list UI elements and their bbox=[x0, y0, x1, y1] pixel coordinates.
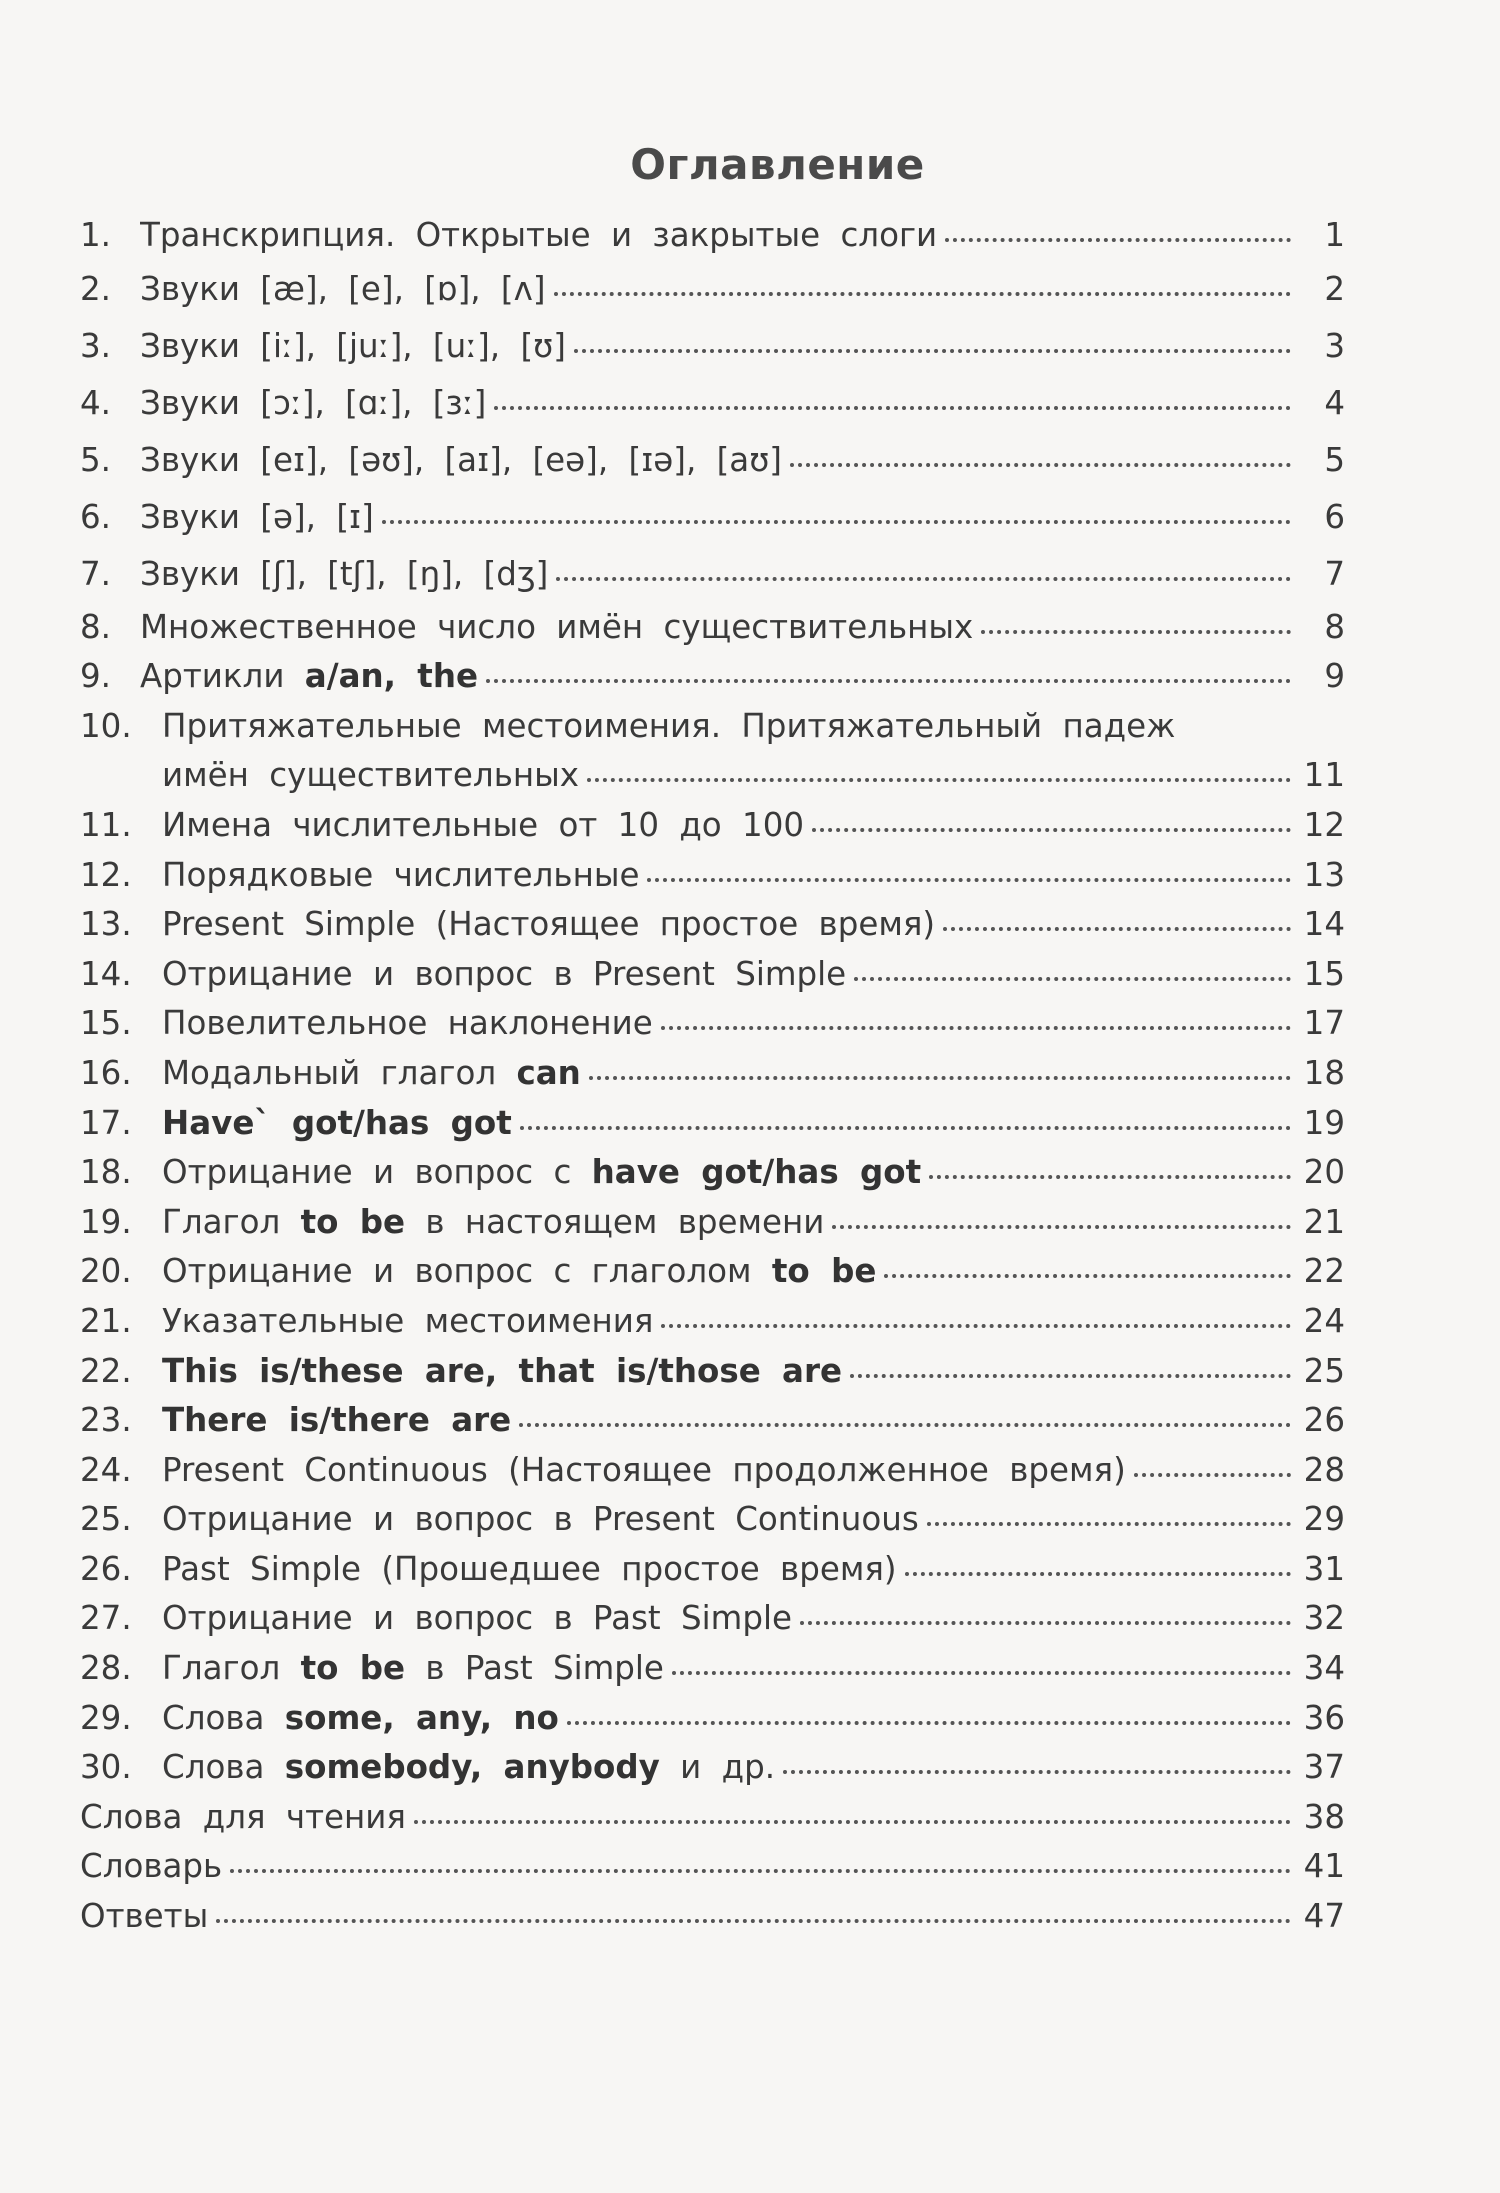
toc-entry[interactable] bbox=[80, 1297, 1345, 1347]
toc-entry-title-text: Present Simple (Настоящее простое время) bbox=[162, 905, 936, 944]
toc-entry-number: 9. bbox=[80, 657, 112, 696]
toc-entry-page: 47 bbox=[1303, 1897, 1345, 1936]
toc-entry-title-text: Звуки [æ], [e], [ɒ], [ʌ] bbox=[140, 269, 546, 308]
toc-entry-page: 9 bbox=[1324, 657, 1345, 696]
toc-entry-page: 1 bbox=[1324, 216, 1345, 254]
toc-entry-number: 27. bbox=[80, 1599, 132, 1638]
toc-entry-title-text: Отрицание и вопрос в Present Continuous bbox=[162, 1500, 919, 1539]
dot-leader bbox=[589, 1076, 1291, 1080]
dot-leader bbox=[486, 679, 1291, 683]
toc-entry-number: 28. bbox=[80, 1649, 132, 1688]
toc-entry[interactable] bbox=[80, 1247, 1345, 1297]
page-title: Оглавление bbox=[630, 140, 925, 189]
toc-entry-page: 36 bbox=[1303, 1698, 1345, 1737]
toc-entry-page: 37 bbox=[1303, 1748, 1345, 1787]
toc-entry-title-bold: This is/these are, that is/those are bbox=[162, 1351, 843, 1390]
toc-entry-number: 16. bbox=[80, 1053, 132, 1092]
dot-leader bbox=[494, 406, 1291, 410]
toc-entry-page: 17 bbox=[1303, 1004, 1345, 1043]
toc-entry-number: 29. bbox=[80, 1698, 132, 1737]
toc-entry-title-text: Ответы bbox=[80, 1897, 209, 1936]
toc-entry-title bbox=[162, 1297, 653, 1347]
dot-leader bbox=[587, 778, 1291, 782]
toc-entry-title bbox=[162, 1446, 1126, 1496]
toc-entry-title bbox=[162, 1396, 511, 1446]
toc-entry-title-text: Повелительное наклонение bbox=[162, 1004, 653, 1043]
toc-entry-title bbox=[140, 318, 566, 375]
toc-entry-title-bold: have got/has got bbox=[591, 1153, 922, 1192]
dot-leader bbox=[230, 1869, 1291, 1873]
toc-entry-page: 15 bbox=[1303, 954, 1345, 993]
toc-entry[interactable] bbox=[80, 1793, 1345, 1843]
toc-entry-number: 2. bbox=[80, 269, 112, 308]
toc-entry-title bbox=[140, 432, 782, 489]
toc-entry-title bbox=[162, 1495, 919, 1545]
toc-list bbox=[80, 211, 1345, 1942]
toc-entry-title bbox=[140, 375, 486, 432]
toc-entry-page: 24 bbox=[1303, 1301, 1345, 1340]
toc-entry-title-text: Слова bbox=[162, 1698, 285, 1737]
dot-leader bbox=[647, 878, 1291, 882]
toc-entry-title-text: Past Simple (Прошедшее простое время) bbox=[162, 1549, 897, 1588]
toc-entry-title bbox=[80, 1892, 208, 1942]
toc-entry-number: 4. bbox=[80, 383, 112, 422]
toc-entry-page: 32 bbox=[1303, 1599, 1345, 1638]
toc-page bbox=[80, 140, 1345, 1942]
dot-leader bbox=[1134, 1473, 1291, 1477]
toc-entry-title-text: Слова bbox=[162, 1748, 285, 1787]
toc-entry[interactable] bbox=[80, 1347, 1345, 1397]
toc-entry-page: 25 bbox=[1303, 1351, 1345, 1390]
toc-entry-page: 28 bbox=[1303, 1450, 1345, 1489]
toc-entry[interactable] bbox=[80, 702, 1345, 801]
toc-entry-number: 19. bbox=[80, 1202, 132, 1241]
toc-entry[interactable] bbox=[80, 1842, 1345, 1892]
toc-entry-number: 1. bbox=[80, 216, 112, 254]
toc-entry-number: 24. bbox=[80, 1450, 132, 1489]
dot-leader bbox=[943, 927, 1291, 931]
toc-entry-number: 15. bbox=[80, 1004, 132, 1043]
toc-entry-number: 10. bbox=[80, 706, 132, 745]
toc-entry-page: 29 bbox=[1303, 1500, 1345, 1539]
toc-entry-title-text: Звуки [ʃ], [tʃ], [ŋ], [dʒ] bbox=[140, 554, 549, 593]
toc-entry-title bbox=[162, 1198, 824, 1248]
toc-entry-page: 34 bbox=[1303, 1649, 1345, 1688]
toc-entry-title-text: Отрицание и вопрос в Present Simple bbox=[162, 954, 847, 993]
toc-entry-title-text: Транскрипция. Открытые и закрытые слоги bbox=[140, 216, 938, 254]
toc-entry[interactable] bbox=[80, 432, 1345, 489]
toc-entry-title-text: Притяжательные местоимения. Притяжательный падеж bbox=[162, 706, 1176, 745]
toc-entry-title-bold: to be bbox=[300, 1202, 406, 1241]
toc-entry-title bbox=[140, 211, 937, 261]
toc-entry-title bbox=[162, 900, 935, 950]
toc-entry-page: 26 bbox=[1303, 1401, 1345, 1440]
toc-entry-page: 3 bbox=[1324, 326, 1345, 365]
toc-entry[interactable] bbox=[80, 1545, 1345, 1595]
toc-entry-number: 12. bbox=[80, 855, 132, 894]
toc-entry-title-bold: Have` got/has got bbox=[162, 1103, 512, 1142]
toc-entry-page: 31 bbox=[1303, 1549, 1345, 1588]
dot-leader bbox=[800, 1621, 1291, 1625]
dot-leader bbox=[661, 1324, 1291, 1328]
toc-entry-title-text: Словарь bbox=[80, 1847, 223, 1886]
toc-entry-title-bold: to be bbox=[771, 1252, 877, 1291]
toc-entry-page: 11 bbox=[1303, 756, 1345, 795]
toc-entry[interactable] bbox=[80, 375, 1345, 432]
dot-leader bbox=[567, 1721, 1291, 1725]
toc-entry-page: 21 bbox=[1303, 1202, 1345, 1241]
toc-entry-title bbox=[162, 999, 653, 1049]
toc-entry-page: 4 bbox=[1324, 383, 1345, 422]
toc-entry-number: 23. bbox=[80, 1401, 132, 1440]
toc-entry-title-text: Отрицание и вопрос с bbox=[162, 1153, 592, 1192]
toc-entry-title-text: Звуки [iː], [juː], [uː], [ʊ] bbox=[140, 326, 566, 365]
toc-entry-title-text: Порядковые числительные bbox=[162, 855, 640, 894]
toc-entry-number: 25. bbox=[80, 1500, 132, 1539]
toc-entry-title-bold: to be bbox=[300, 1649, 406, 1688]
toc-entry-title-bold: There is/there are bbox=[162, 1401, 512, 1440]
toc-entry[interactable] bbox=[80, 1694, 1345, 1744]
toc-entry-title-text: Звуки [ə], [ɪ] bbox=[140, 497, 374, 536]
toc-entry-title-text: Present Continuous (Настоящее продолженное время) bbox=[162, 1450, 1126, 1489]
toc-entry-page: 19 bbox=[1303, 1103, 1345, 1142]
toc-entry-title bbox=[162, 1148, 921, 1198]
toc-entry-title bbox=[162, 1743, 775, 1793]
toc-entry-title bbox=[140, 489, 374, 546]
toc-entry-title bbox=[162, 1049, 581, 1099]
toc-entry[interactable] bbox=[80, 1049, 1345, 1099]
toc-entry-title bbox=[162, 1347, 842, 1397]
toc-entry-title-text: и др. bbox=[659, 1748, 776, 1787]
dot-leader bbox=[945, 238, 1291, 242]
toc-entry-title-text: Указательные местоимения bbox=[162, 1301, 654, 1340]
toc-entry-page: 18 bbox=[1303, 1053, 1345, 1092]
dot-leader bbox=[216, 1919, 1291, 1923]
toc-entry-number: 30. bbox=[80, 1748, 132, 1787]
toc-entry[interactable] bbox=[80, 1892, 1345, 1942]
toc-entry-title-text: Множественное число имён существительных bbox=[140, 607, 974, 646]
dot-leader bbox=[905, 1572, 1291, 1576]
toc-entry-title bbox=[162, 1644, 664, 1694]
toc-entry-title bbox=[162, 1694, 559, 1744]
toc-entry-number: 5. bbox=[80, 440, 112, 479]
dot-leader bbox=[574, 349, 1291, 353]
toc-entry[interactable] bbox=[80, 851, 1345, 901]
toc-entry[interactable] bbox=[80, 1148, 1345, 1198]
toc-entry[interactable] bbox=[80, 652, 1345, 702]
toc-entry-title-text: Отрицание и вопрос в Past Simple bbox=[162, 1599, 792, 1638]
toc-entry-title bbox=[162, 801, 804, 851]
toc-entry-title bbox=[162, 1594, 792, 1644]
toc-entry-title bbox=[162, 1545, 897, 1595]
toc-entry-title bbox=[162, 950, 846, 1000]
dot-leader bbox=[981, 630, 1291, 634]
toc-entry-title bbox=[162, 702, 1175, 752]
toc-entry[interactable] bbox=[80, 489, 1345, 546]
toc-entry[interactable] bbox=[80, 900, 1345, 950]
toc-entry-title-bold: can bbox=[516, 1053, 581, 1092]
dot-leader bbox=[884, 1274, 1291, 1278]
toc-entry-title-text: Звуки [ɔː], [ɑː], [ɜː] bbox=[140, 383, 487, 422]
toc-entry-page: 7 bbox=[1324, 554, 1345, 593]
toc-entry-number: 7. bbox=[80, 554, 112, 593]
toc-entry-title-text: в Past Simple bbox=[405, 1649, 664, 1688]
dot-leader bbox=[812, 828, 1291, 832]
toc-entry[interactable] bbox=[80, 1594, 1345, 1644]
toc-entry[interactable] bbox=[80, 211, 1345, 261]
toc-entry[interactable] bbox=[80, 261, 1345, 318]
dot-leader bbox=[854, 977, 1291, 981]
dot-leader bbox=[927, 1522, 1291, 1526]
toc-entry-page: 2 bbox=[1324, 269, 1345, 308]
dot-leader bbox=[783, 1770, 1291, 1774]
toc-entry-number: 3. bbox=[80, 326, 112, 365]
toc-entry-page: 22 bbox=[1303, 1252, 1345, 1291]
toc-entry-title-text: Артикли bbox=[140, 657, 305, 696]
toc-entry-title bbox=[162, 851, 639, 901]
dot-leader bbox=[520, 1126, 1291, 1130]
toc-entry[interactable] bbox=[80, 801, 1345, 851]
toc-entry-page: 8 bbox=[1324, 607, 1345, 646]
toc-entry-title-text: Глагол bbox=[162, 1649, 301, 1688]
dot-leader bbox=[414, 1820, 1291, 1824]
toc-entry-number: 6. bbox=[80, 497, 112, 536]
toc-entry-number: 20. bbox=[80, 1252, 132, 1291]
toc-entry-number: 11. bbox=[80, 805, 132, 844]
toc-entry-title bbox=[140, 652, 478, 702]
toc-entry[interactable] bbox=[80, 603, 1345, 653]
toc-entry[interactable] bbox=[80, 1446, 1345, 1496]
toc-entry-number: 17. bbox=[80, 1103, 132, 1142]
toc-entry-page: 14 bbox=[1303, 905, 1345, 944]
toc-entry-title bbox=[80, 1793, 406, 1843]
toc-entry-number: 22. bbox=[80, 1351, 132, 1390]
toc-entry-number: 18. bbox=[80, 1153, 132, 1192]
toc-entry-number: 8. bbox=[80, 607, 112, 646]
dot-leader bbox=[556, 577, 1291, 581]
toc-entry-title bbox=[162, 1099, 512, 1149]
toc-entry[interactable] bbox=[80, 546, 1345, 603]
toc-entry-title-continued: имён существительных bbox=[162, 756, 579, 795]
toc-entry[interactable] bbox=[80, 1099, 1345, 1149]
toc-entry-title-bold: somebody, anybody bbox=[284, 1748, 660, 1787]
dot-leader bbox=[519, 1423, 1291, 1427]
toc-entry-title bbox=[140, 546, 548, 603]
dot-leader bbox=[850, 1374, 1291, 1378]
toc-entry-page: 20 bbox=[1303, 1153, 1345, 1192]
toc-entry-title-text: Звуки [eɪ], [əʊ], [aɪ], [eə], [ɪə], [aʊ] bbox=[140, 440, 782, 479]
toc-entry-title-text: в настоящем времени bbox=[405, 1202, 825, 1241]
toc-entry-page: 38 bbox=[1303, 1797, 1345, 1836]
toc-entry[interactable] bbox=[80, 1644, 1345, 1694]
toc-entry[interactable] bbox=[80, 1495, 1345, 1545]
toc-entry[interactable] bbox=[80, 1743, 1345, 1793]
toc-entry-title-text: Модальный глагол bbox=[162, 1053, 517, 1092]
toc-entry[interactable] bbox=[80, 1396, 1345, 1446]
toc-entry-number: 21. bbox=[80, 1301, 132, 1340]
dot-leader bbox=[832, 1225, 1291, 1229]
toc-entry-page: 12 bbox=[1303, 805, 1345, 844]
toc-entry-number: 26. bbox=[80, 1549, 132, 1588]
dot-leader bbox=[790, 463, 1291, 467]
dot-leader bbox=[382, 520, 1291, 524]
toc-entry[interactable] bbox=[80, 318, 1345, 375]
toc-entry-number: 14. bbox=[80, 954, 132, 993]
toc-entry-title-bold: a/an, the bbox=[304, 657, 479, 696]
dot-leader bbox=[672, 1671, 1291, 1675]
toc-entry-page: 41 bbox=[1303, 1847, 1345, 1886]
toc-entry-title bbox=[140, 261, 546, 318]
toc-entry-title bbox=[140, 603, 973, 653]
toc-entry[interactable] bbox=[80, 999, 1345, 1049]
toc-entry-page: 6 bbox=[1324, 497, 1345, 536]
dot-leader bbox=[929, 1175, 1291, 1179]
toc-entry-title-bold: some, any, no bbox=[284, 1698, 559, 1737]
toc-entry[interactable] bbox=[80, 1198, 1345, 1248]
dot-leader bbox=[661, 1026, 1291, 1030]
toc-entry-title-text: Слова для чтения bbox=[80, 1797, 406, 1836]
toc-entry-title-text: Имена числительные от 10 до 100 bbox=[162, 805, 805, 844]
toc-entry-title bbox=[80, 1842, 222, 1892]
toc-entry-title-text: Глагол bbox=[162, 1202, 301, 1241]
toc-entry-title bbox=[162, 1247, 876, 1297]
toc-entry-title-text: Отрицание и вопрос с глаголом bbox=[162, 1252, 772, 1291]
toc-entry[interactable] bbox=[80, 950, 1345, 1000]
toc-entry-number: 13. bbox=[80, 905, 132, 944]
dot-leader bbox=[554, 292, 1292, 296]
toc-entry-page: 13 bbox=[1303, 855, 1345, 894]
toc-entry-page: 5 bbox=[1324, 440, 1345, 479]
